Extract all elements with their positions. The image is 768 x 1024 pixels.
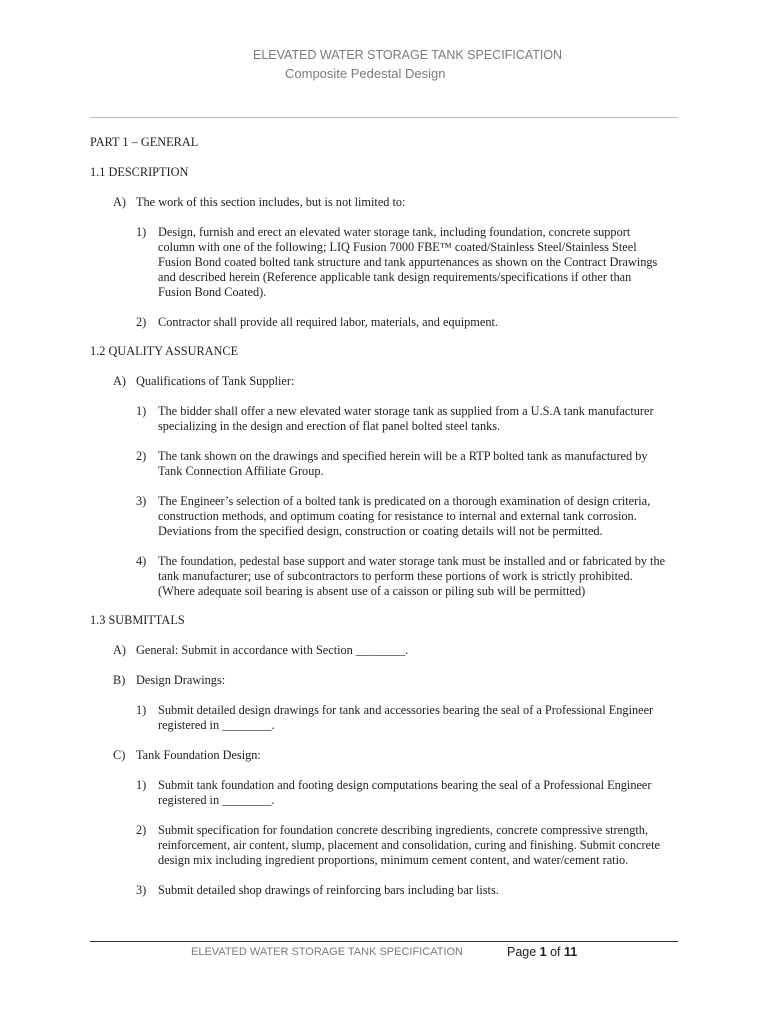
page-current: 1 xyxy=(539,945,547,959)
list-number: 4) xyxy=(136,554,147,568)
list-number: 3) xyxy=(136,494,147,508)
list-number: 2) xyxy=(136,315,147,329)
item-text: Qualifications of Tank Supplier: xyxy=(136,374,295,388)
item-label: A) xyxy=(113,643,126,657)
footer-title: ELEVATED WATER STORAGE TANK SPECIFICATION xyxy=(191,946,463,958)
item-label: C) xyxy=(113,748,126,762)
list-text-line: Deviations from the specified design, construction or coating details will not be permitted. xyxy=(158,524,603,538)
list-number: 2) xyxy=(136,449,147,463)
list-number: 2) xyxy=(136,823,147,837)
list-text-line: Fusion Bond Coated). xyxy=(158,285,267,299)
header-subtitle: Composite Pedestal Design xyxy=(285,66,446,81)
list-text-line: Contractor shall provide all required labor, materials, and equipment. xyxy=(158,315,498,329)
item-text: General: Submit in accordance with Section ________. xyxy=(136,643,409,657)
page-total: 11 xyxy=(564,945,578,959)
list-text-line: Submit tank foundation and footing design computations bearing the seal of a Professional Engineer xyxy=(158,778,652,792)
list-text-line: tank manufacturer; use of subcontractors to perform these portions of work is strictly prohibited. xyxy=(158,569,633,583)
list-text-line: registered in ________. xyxy=(158,793,275,807)
list-number: 1) xyxy=(136,225,147,239)
list-number: 3) xyxy=(136,883,147,897)
header-title: ELEVATED WATER STORAGE TANK SPECIFICATION xyxy=(253,48,563,62)
section-heading-1-2: 1.2 QUALITY ASSURANCE xyxy=(90,344,239,358)
page-of: of xyxy=(546,945,564,959)
page-number xyxy=(507,945,577,959)
item-text: Tank Foundation Design: xyxy=(136,748,261,762)
list-text-line: Submit detailed shop drawings of reinforcing bars including bar lists. xyxy=(158,883,499,897)
list-text-line: and described herein (Reference applicable tank design requirements/specifications if other than xyxy=(158,270,632,284)
list-text-line: The Engineer’s selection of a bolted tank is predicated on a thorough examination of design criteria, xyxy=(158,494,651,508)
list-text-line: Submit specification for foundation concrete describing ingredients, concrete compressive strength, xyxy=(158,823,649,837)
item-label: A) xyxy=(113,374,126,388)
section-heading-1-3: 1.3 SUBMITTALS xyxy=(90,613,185,627)
part-heading: PART 1 – GENERAL xyxy=(90,135,199,149)
list-text-line: Fusion Bond coated bolted tank structure and tank appurtenances as shown on the Contract Drawings xyxy=(158,255,658,269)
list-text-line: (Where adequate soil bearing is absent use of a caisson or piling sub will be permitted) xyxy=(158,584,586,598)
list-number: 1) xyxy=(136,778,147,792)
list-text-line: The foundation, pedestal base support and water storage tank must be installed and or fabricated by the xyxy=(158,554,666,568)
item-label: A) xyxy=(113,195,126,209)
list-text-line: Submit detailed design drawings for tank and accessories bearing the seal of a Professional Engineer xyxy=(158,703,654,717)
list-text-line: design mix including ingredient proportions, minimum cement content, and water/cement ratio. xyxy=(158,853,629,867)
item-text: The work of this section includes, but is not limited to: xyxy=(136,195,406,209)
list-text-line: specializing in the design and erection of flat panel bolted steel tanks. xyxy=(158,419,501,433)
list-text-line: construction methods, and optimum coating for resistance to internal and external tank corrosion. xyxy=(158,509,637,523)
list-number: 1) xyxy=(136,703,147,717)
list-number: 1) xyxy=(136,404,147,418)
page-word: Page xyxy=(507,945,540,959)
list-text-line: column with one of the following; LIQ Fusion 7000 FBE™ coated/Stainless Steel/Stainless Steel xyxy=(158,240,637,254)
list-text-line: Tank Connection Affiliate Group. xyxy=(158,464,324,478)
item-text: Design Drawings: xyxy=(136,673,226,687)
list-text-line: reinforcement, air content, slump, placement and consolidation, curing and finishing. Submit concrete xyxy=(158,838,660,852)
list-text-line: The tank shown on the drawings and specified herein will be a RTP bolted tank as manufactured by xyxy=(158,449,648,463)
footer-divider xyxy=(90,941,678,942)
list-text-line: Design, furnish and erect an elevated water storage tank, including foundation, concrete support xyxy=(158,225,631,239)
section-heading-1-1: 1.1 DESCRIPTION xyxy=(90,165,189,179)
list-text-line: registered in ________. xyxy=(158,718,275,732)
header-divider xyxy=(90,117,678,118)
list-text-line: The bidder shall offer a new elevated water storage tank as supplied from a U.S.A tank manufacturer xyxy=(158,404,654,418)
item-label: B) xyxy=(113,673,126,687)
